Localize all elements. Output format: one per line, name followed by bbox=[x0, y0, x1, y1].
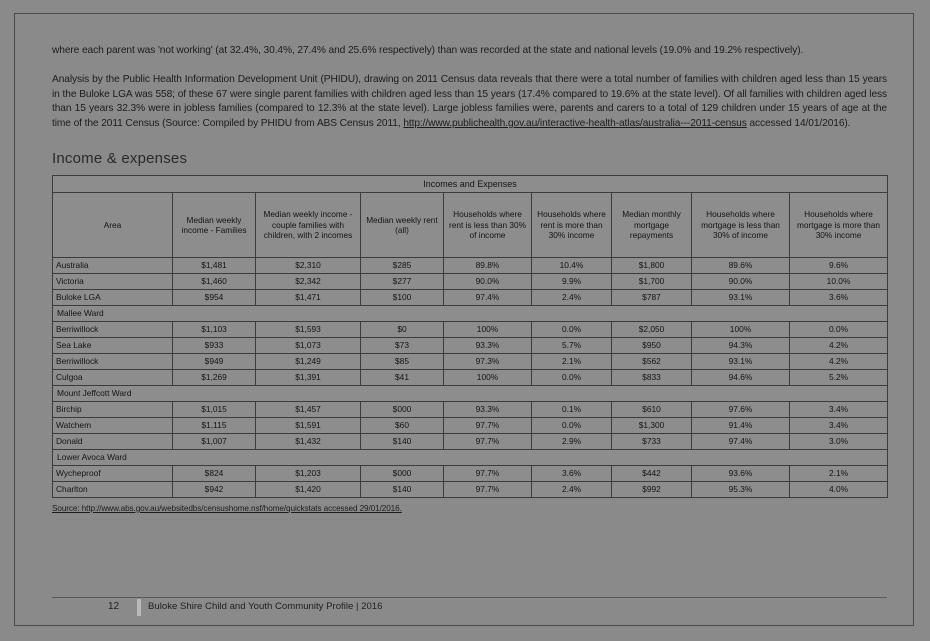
cell-income-families: $1,103 bbox=[173, 321, 256, 337]
paragraph-2-text: Analysis by the Public Health Information Development Unit (PHIDU), drawing on 2011 Census data reveals that there were a total number of families with children aged less than 15 years in the Buloke LGA was 558; of these 67 were single parent families with children aged less than 15 years (17.4% compared to 19.6% at the state level). Of all families with children aged less than 15 years 32.3% were in jobless families (compared to 12.3% at the state level). Large jobless families were, parents and carers to a total of 129 children under 15 years of age at the time of the 2011 Census (Source: Compiled by PHIDU from ABS Census 2011, bbox=[52, 73, 887, 130]
cell-area: Charlton bbox=[53, 481, 173, 497]
cell-rent-more30: 5.7% bbox=[532, 337, 612, 353]
cell-rent-more30: 2.1% bbox=[532, 353, 612, 369]
cell-mortgage-less30: 90.0% bbox=[692, 273, 790, 289]
cell-rent-less30: 100% bbox=[444, 321, 532, 337]
table-row-ward-heading bbox=[53, 305, 888, 321]
footer-title: Buloke Shire Child and Youth Community Profile | 2016 bbox=[148, 601, 383, 612]
cell-mortgage-more30: 4.2% bbox=[790, 337, 888, 353]
cell-rent-less30: 93.3% bbox=[444, 401, 532, 417]
table-row bbox=[53, 417, 888, 433]
table-row bbox=[53, 289, 888, 305]
paragraph-1: where each parent was 'not working' (at 32.4%, 30.4%, 27.4% and 25.6% respectively) than was recorded at the state and national levels (19.0% and 19.2% respectively). bbox=[52, 45, 804, 56]
cell-income-couple: $2,342 bbox=[256, 273, 361, 289]
cell-income-families: $1,481 bbox=[173, 257, 256, 273]
cell-mortgage: $562 bbox=[612, 353, 692, 369]
cell-rent-less30: 90.0% bbox=[444, 273, 532, 289]
page-number: 12 bbox=[108, 601, 120, 612]
cell-area: Australia bbox=[53, 257, 173, 273]
cell-rent: $285 bbox=[361, 257, 444, 273]
table-row-ward-heading bbox=[53, 385, 888, 401]
cell-income-couple: $1,420 bbox=[256, 481, 361, 497]
table-header-row bbox=[53, 192, 888, 257]
cell-ward-name: Lower Avoca Ward bbox=[53, 449, 888, 465]
cell-mortgage-more30: 4.2% bbox=[790, 353, 888, 369]
cell-income-families: $942 bbox=[173, 481, 256, 497]
cell-rent-less30: 97.4% bbox=[444, 289, 532, 305]
cell-income-families: $1,460 bbox=[173, 273, 256, 289]
cell-mortgage: $2,050 bbox=[612, 321, 692, 337]
page-footer bbox=[52, 597, 887, 619]
cell-income-couple: $1,249 bbox=[256, 353, 361, 369]
cell-income-couple: $2,310 bbox=[256, 257, 361, 273]
table-row bbox=[53, 481, 888, 497]
income-expenses-table bbox=[52, 175, 888, 498]
cell-mortgage-more30: 3.4% bbox=[790, 417, 888, 433]
table-row bbox=[53, 337, 888, 353]
cell-income-families: $1,007 bbox=[173, 433, 256, 449]
cell-rent-less30: 89.8% bbox=[444, 257, 532, 273]
cell-mortgage-less30: 97.4% bbox=[692, 433, 790, 449]
cell-income-families: $949 bbox=[173, 353, 256, 369]
cell-income-couple: $1,591 bbox=[256, 417, 361, 433]
cell-area: Berriwillock bbox=[53, 353, 173, 369]
cell-area: Victoria bbox=[53, 273, 173, 289]
cell-ward-name: Mount Jeffcott Ward bbox=[53, 385, 888, 401]
cell-rent-less30: 97.7% bbox=[444, 433, 532, 449]
cell-area: Berriwillock bbox=[53, 321, 173, 337]
cell-income-couple: $1,073 bbox=[256, 337, 361, 353]
cell-rent: $85 bbox=[361, 353, 444, 369]
cell-rent: $140 bbox=[361, 433, 444, 449]
cell-mortgage-more30: 5.2% bbox=[790, 369, 888, 385]
footer-accent-bar bbox=[137, 599, 141, 616]
table-group-header-row bbox=[53, 175, 888, 192]
cell-mortgage: $787 bbox=[612, 289, 692, 305]
cell-rent-more30: 0.0% bbox=[532, 369, 612, 385]
cell-mortgage-less30: 91.4% bbox=[692, 417, 790, 433]
column-header-median-monthly-mortgage: Median monthly mortgage repayments bbox=[612, 192, 692, 257]
table-row bbox=[53, 369, 888, 385]
paragraph-2 bbox=[52, 73, 887, 132]
cell-mortgage: $1,800 bbox=[612, 257, 692, 273]
cell-mortgage: $610 bbox=[612, 401, 692, 417]
cell-mortgage-less30: 100% bbox=[692, 321, 790, 337]
cell-rent-more30: 10.4% bbox=[532, 257, 612, 273]
cell-rent-less30: 93.3% bbox=[444, 337, 532, 353]
cell-mortgage-less30: 93.1% bbox=[692, 353, 790, 369]
cell-income-families: $954 bbox=[173, 289, 256, 305]
column-header-median-weekly-rent: Median weekly rent (all) bbox=[361, 192, 444, 257]
cell-income-couple: $1,391 bbox=[256, 369, 361, 385]
table-row bbox=[53, 257, 888, 273]
table-row bbox=[53, 401, 888, 417]
cell-mortgage-more30: 3.0% bbox=[790, 433, 888, 449]
cell-income-families: $824 bbox=[173, 465, 256, 481]
cell-mortgage: $992 bbox=[612, 481, 692, 497]
cell-income-families: $1,115 bbox=[173, 417, 256, 433]
cell-mortgage-less30: 89.6% bbox=[692, 257, 790, 273]
cell-rent-more30: 0.1% bbox=[532, 401, 612, 417]
cell-rent-less30: 97.7% bbox=[444, 481, 532, 497]
table-group-header: Incomes and Expenses bbox=[53, 175, 888, 192]
cell-rent: $41 bbox=[361, 369, 444, 385]
cell-mortgage-less30: 94.3% bbox=[692, 337, 790, 353]
cell-income-families: $933 bbox=[173, 337, 256, 353]
cell-rent: $60 bbox=[361, 417, 444, 433]
table-row bbox=[53, 273, 888, 289]
table-source-text[interactable]: Source: http://www.abs.gov.au/websitedbs/censushome.nsf/home/quickstats accessed 29/01/2016. bbox=[52, 503, 402, 513]
table-row-ward-heading bbox=[53, 449, 888, 465]
cell-mortgage: $733 bbox=[612, 433, 692, 449]
cell-area: Birchip bbox=[53, 401, 173, 417]
cell-rent-more30: 2.4% bbox=[532, 481, 612, 497]
column-header-mortgage-less-30: Households where mortgage is less than 30% of income bbox=[692, 192, 790, 257]
census-link[interactable]: http://www.publichealth.gov.au/interactive-health-atlas/australia---2011-census bbox=[403, 118, 747, 130]
cell-rent: $0 bbox=[361, 321, 444, 337]
column-header-mortgage-more-30: Households where mortgage is more than 30% income bbox=[790, 192, 888, 257]
cell-rent: $140 bbox=[361, 481, 444, 497]
cell-rent: $100 bbox=[361, 289, 444, 305]
cell-rent-more30: 2.4% bbox=[532, 289, 612, 305]
cell-mortgage-less30: 97.6% bbox=[692, 401, 790, 417]
table-body bbox=[53, 257, 888, 497]
cell-mortgage-more30: 3.4% bbox=[790, 401, 888, 417]
footer-divider bbox=[52, 597, 887, 598]
table-row bbox=[53, 353, 888, 369]
cell-mortgage-less30: 95.3% bbox=[692, 481, 790, 497]
cell-rent: $000 bbox=[361, 401, 444, 417]
cell-income-families: $1,015 bbox=[173, 401, 256, 417]
cell-income-couple: $1,457 bbox=[256, 401, 361, 417]
cell-area: Watchem bbox=[53, 417, 173, 433]
table-row bbox=[53, 433, 888, 449]
cell-rent-less30: 97.7% bbox=[444, 417, 532, 433]
cell-mortgage-more30: 3.6% bbox=[790, 289, 888, 305]
cell-rent-more30: 0.0% bbox=[532, 321, 612, 337]
cell-rent-less30: 97.7% bbox=[444, 465, 532, 481]
cell-mortgage: $442 bbox=[612, 465, 692, 481]
table-source-note bbox=[52, 504, 887, 513]
table-row bbox=[53, 465, 888, 481]
cell-rent-more30: 9.9% bbox=[532, 273, 612, 289]
cell-mortgage: $1,300 bbox=[612, 417, 692, 433]
cell-area: Buloke LGA bbox=[53, 289, 173, 305]
cell-mortgage-more30: 4.0% bbox=[790, 481, 888, 497]
cell-rent: $73 bbox=[361, 337, 444, 353]
column-header-rent-more-30: Households where rent is more than 30% income bbox=[532, 192, 612, 257]
cell-income-families: $1,269 bbox=[173, 369, 256, 385]
column-header-area: Area bbox=[53, 192, 173, 257]
cell-mortgage: $1,700 bbox=[612, 273, 692, 289]
paragraph-2-tail: accessed 14/01/2016). bbox=[749, 118, 851, 130]
cell-mortgage-less30: 93.6% bbox=[692, 465, 790, 481]
cell-rent: $000 bbox=[361, 465, 444, 481]
cell-area: Wycheproof bbox=[53, 465, 173, 481]
cell-mortgage-more30: 2.1% bbox=[790, 465, 888, 481]
section-title-income-expenses: Income & expenses bbox=[52, 149, 188, 167]
cell-rent-less30: 97.3% bbox=[444, 353, 532, 369]
cell-mortgage-more30: 0.0% bbox=[790, 321, 888, 337]
cell-mortgage-less30: 94.6% bbox=[692, 369, 790, 385]
cell-ward-name: Mallee Ward bbox=[53, 305, 888, 321]
page-content bbox=[52, 44, 887, 513]
cell-mortgage: $833 bbox=[612, 369, 692, 385]
cell-income-couple: $1,471 bbox=[256, 289, 361, 305]
cell-rent: $277 bbox=[361, 273, 444, 289]
cell-mortgage-more30: 9.6% bbox=[790, 257, 888, 273]
cell-rent-more30: 3.6% bbox=[532, 465, 612, 481]
column-header-rent-less-30: Households where rent is less than 30% of income bbox=[444, 192, 532, 257]
cell-income-couple: $1,203 bbox=[256, 465, 361, 481]
cell-area: Sea Lake bbox=[53, 337, 173, 353]
cell-rent-more30: 2.9% bbox=[532, 433, 612, 449]
column-header-median-weekly-income-couple: Median weekly income - couple families with children, with 2 incomes bbox=[256, 192, 361, 257]
cell-area: Culgoa bbox=[53, 369, 173, 385]
cell-income-couple: $1,593 bbox=[256, 321, 361, 337]
cell-mortgage-less30: 93.1% bbox=[692, 289, 790, 305]
table-row bbox=[53, 321, 888, 337]
cell-income-couple: $1,432 bbox=[256, 433, 361, 449]
cell-area: Donald bbox=[53, 433, 173, 449]
column-header-median-weekly-income-families: Median weekly income - Families bbox=[173, 192, 256, 257]
cell-rent-more30: 0.0% bbox=[532, 417, 612, 433]
cell-rent-less30: 100% bbox=[444, 369, 532, 385]
cell-mortgage: $950 bbox=[612, 337, 692, 353]
cell-mortgage-more30: 10.0% bbox=[790, 273, 888, 289]
